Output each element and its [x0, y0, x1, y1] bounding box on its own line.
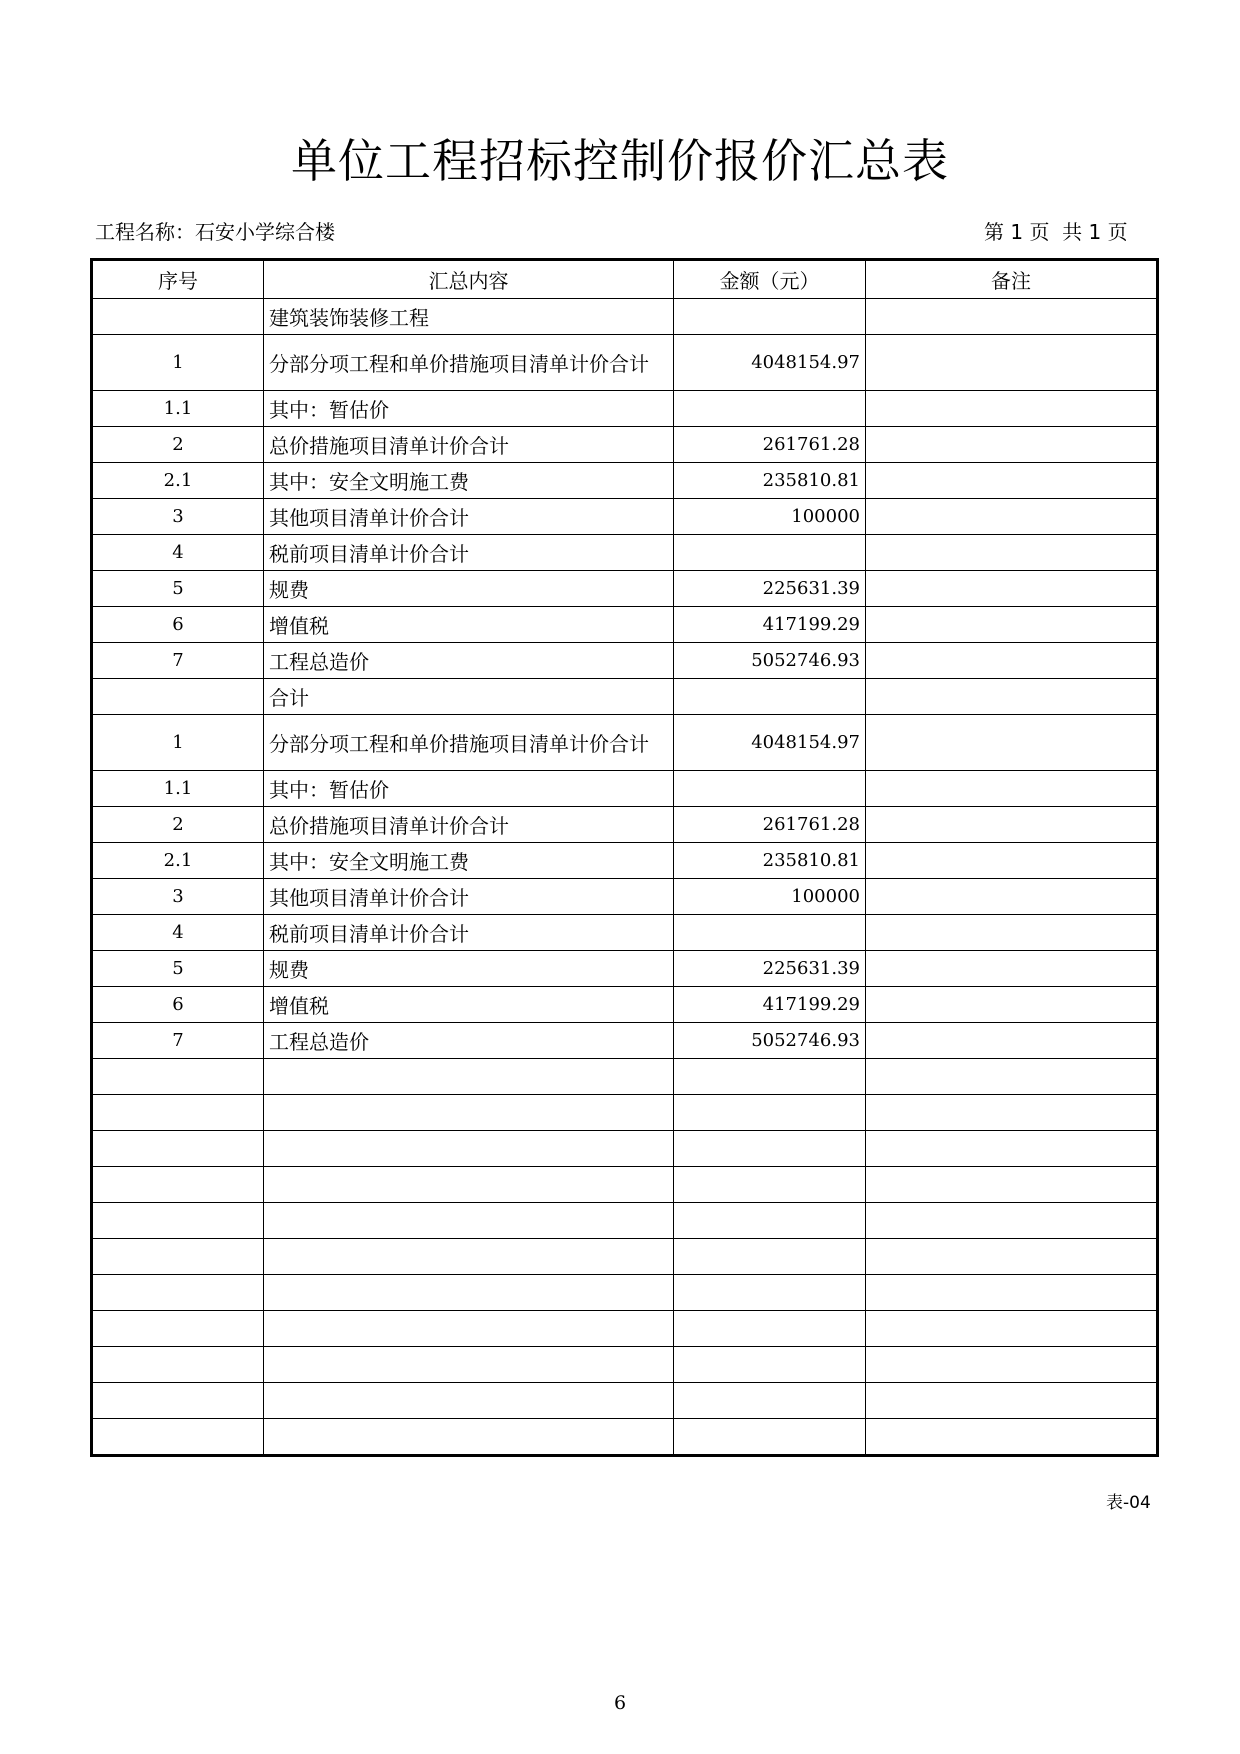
row-note	[866, 1203, 1158, 1239]
row-amount: 417199.29	[674, 987, 866, 1023]
table-row	[92, 807, 1158, 843]
row-amount: 417199.29	[674, 607, 866, 643]
row-number	[92, 1311, 264, 1347]
row-content: 税前项目清单计价合计	[264, 915, 674, 951]
row-note	[866, 715, 1158, 771]
row-amount	[674, 1239, 866, 1275]
row-content	[264, 1347, 674, 1383]
row-note	[866, 807, 1158, 843]
table-body	[92, 299, 1158, 1456]
row-note	[866, 879, 1158, 915]
row-content: 总价措施项目清单计价合计	[264, 807, 674, 843]
row-content: 其他项目清单计价合计	[264, 499, 674, 535]
row-amount	[674, 1383, 866, 1419]
row-content: 增值税	[264, 607, 674, 643]
row-note	[866, 1167, 1158, 1203]
row-content: 分部分项工程和单价措施项目清单计价合计	[264, 335, 674, 391]
row-amount: 261761.28	[674, 427, 866, 463]
row-note	[866, 299, 1158, 335]
row-amount: 225631.39	[674, 571, 866, 607]
table-row	[92, 391, 1158, 427]
table-row	[92, 715, 1158, 771]
row-amount	[674, 771, 866, 807]
row-number: 2.1	[92, 463, 264, 499]
row-note	[866, 535, 1158, 571]
row-number: 4	[92, 535, 264, 571]
row-number: 1	[92, 335, 264, 391]
row-amount: 235810.81	[674, 463, 866, 499]
table-row	[92, 879, 1158, 915]
table-row	[92, 1383, 1158, 1419]
row-amount	[674, 1059, 866, 1095]
row-note	[866, 607, 1158, 643]
row-content: 规费	[264, 571, 674, 607]
table-header-row	[92, 260, 1158, 299]
row-note	[866, 1095, 1158, 1131]
row-content	[264, 1275, 674, 1311]
row-content: 其他项目清单计价合计	[264, 879, 674, 915]
header-note: 备注	[866, 260, 1158, 299]
row-note	[866, 1383, 1158, 1419]
row-amount	[674, 1275, 866, 1311]
row-amount: 5052746.93	[674, 1023, 866, 1059]
row-number	[92, 1095, 264, 1131]
row-content: 分部分项工程和单价措施项目清单计价合计	[264, 715, 674, 771]
page-info: 第 1 页 共 1 页	[984, 220, 1128, 244]
row-note	[866, 951, 1158, 987]
row-note	[866, 679, 1158, 715]
row-amount	[674, 1311, 866, 1347]
table-row	[92, 643, 1158, 679]
table-row	[92, 1167, 1158, 1203]
row-number	[92, 1239, 264, 1275]
row-amount	[674, 391, 866, 427]
row-content: 工程总造价	[264, 643, 674, 679]
row-amount	[674, 915, 866, 951]
row-number	[92, 679, 264, 715]
row-content: 建筑装饰装修工程	[264, 299, 674, 335]
table-row	[92, 679, 1158, 715]
row-note	[866, 1275, 1158, 1311]
row-content: 其中：暂估价	[264, 771, 674, 807]
row-amount	[674, 535, 866, 571]
row-amount	[674, 1203, 866, 1239]
row-number: 2.1	[92, 843, 264, 879]
row-note	[866, 571, 1158, 607]
row-number: 2	[92, 807, 264, 843]
row-amount	[674, 1167, 866, 1203]
row-number	[92, 1059, 264, 1095]
row-number: 1.1	[92, 391, 264, 427]
table-row	[92, 1311, 1158, 1347]
table-row	[92, 463, 1158, 499]
row-note	[866, 843, 1158, 879]
row-content	[264, 1095, 674, 1131]
table-row	[92, 571, 1158, 607]
row-number: 3	[92, 499, 264, 535]
row-content: 总价措施项目清单计价合计	[264, 427, 674, 463]
row-amount: 5052746.93	[674, 643, 866, 679]
row-amount: 4048154.97	[674, 715, 866, 771]
table-row	[92, 1095, 1158, 1131]
row-number: 3	[92, 879, 264, 915]
table-row	[92, 1239, 1158, 1275]
row-content	[264, 1167, 674, 1203]
table-row	[92, 499, 1158, 535]
row-number: 5	[92, 571, 264, 607]
header-no: 序号	[92, 260, 264, 299]
table-row	[92, 1275, 1158, 1311]
row-number: 6	[92, 607, 264, 643]
row-content	[264, 1311, 674, 1347]
row-number	[92, 1167, 264, 1203]
summary-table	[90, 258, 1159, 1457]
header-content: 汇总内容	[264, 260, 674, 299]
row-content	[264, 1131, 674, 1167]
row-content	[264, 1419, 674, 1456]
row-number: 1	[92, 715, 264, 771]
row-content: 其中：安全文明施工费	[264, 463, 674, 499]
row-amount: 100000	[674, 499, 866, 535]
row-amount: 235810.81	[674, 843, 866, 879]
table-row	[92, 1131, 1158, 1167]
row-note	[866, 1347, 1158, 1383]
table-row	[92, 1203, 1158, 1239]
table-row	[92, 915, 1158, 951]
row-number	[92, 1383, 264, 1419]
row-amount: 100000	[674, 879, 866, 915]
table-row	[92, 1023, 1158, 1059]
row-note	[866, 1311, 1158, 1347]
row-number: 2	[92, 427, 264, 463]
table-row	[92, 843, 1158, 879]
form-code: 表-04	[1106, 1493, 1151, 1513]
row-amount	[674, 1095, 866, 1131]
row-content: 工程总造价	[264, 1023, 674, 1059]
row-number	[92, 1203, 264, 1239]
row-number: 7	[92, 1023, 264, 1059]
row-note	[866, 391, 1158, 427]
page-title: 单位工程招标控制价报价汇总表	[291, 134, 949, 188]
row-content: 增值税	[264, 987, 674, 1023]
row-note	[866, 1239, 1158, 1275]
row-number	[92, 1275, 264, 1311]
row-content	[264, 1203, 674, 1239]
row-number	[92, 1131, 264, 1167]
row-note	[866, 335, 1158, 391]
row-note	[866, 1059, 1158, 1095]
row-amount: 225631.39	[674, 951, 866, 987]
row-content: 规费	[264, 951, 674, 987]
table-row	[92, 535, 1158, 571]
row-content: 其中：安全文明施工费	[264, 843, 674, 879]
row-amount: 261761.28	[674, 807, 866, 843]
table-row	[92, 951, 1158, 987]
row-note	[866, 915, 1158, 951]
row-content: 税前项目清单计价合计	[264, 535, 674, 571]
table-row	[92, 1059, 1158, 1095]
row-note	[866, 771, 1158, 807]
row-amount	[674, 1347, 866, 1383]
row-note	[866, 1419, 1158, 1456]
row-number: 4	[92, 915, 264, 951]
row-number	[92, 1347, 264, 1383]
table-row	[92, 607, 1158, 643]
page-number: 6	[613, 1692, 627, 1714]
project-name: 工程名称：石安小学综合楼	[95, 220, 335, 244]
row-content: 其中：暂估价	[264, 391, 674, 427]
row-note	[866, 427, 1158, 463]
row-amount	[674, 1419, 866, 1456]
row-note	[866, 1131, 1158, 1167]
table-row	[92, 1419, 1158, 1456]
row-number	[92, 1419, 264, 1456]
row-note	[866, 987, 1158, 1023]
row-amount	[674, 679, 866, 715]
row-content: 合计	[264, 679, 674, 715]
row-amount	[674, 299, 866, 335]
row-number: 6	[92, 987, 264, 1023]
row-amount	[674, 1131, 866, 1167]
table-row	[92, 299, 1158, 335]
row-note	[866, 499, 1158, 535]
row-content	[264, 1383, 674, 1419]
row-number: 1.1	[92, 771, 264, 807]
table-row	[92, 987, 1158, 1023]
row-note	[866, 463, 1158, 499]
table-row	[92, 1347, 1158, 1383]
row-number: 5	[92, 951, 264, 987]
row-content	[264, 1239, 674, 1275]
row-amount: 4048154.97	[674, 335, 866, 391]
header-amount: 金额（元）	[674, 260, 866, 299]
table-row	[92, 427, 1158, 463]
row-content	[264, 1059, 674, 1095]
row-note	[866, 643, 1158, 679]
row-number	[92, 299, 264, 335]
row-number: 7	[92, 643, 264, 679]
table-row	[92, 335, 1158, 391]
row-note	[866, 1023, 1158, 1059]
table-row	[92, 771, 1158, 807]
